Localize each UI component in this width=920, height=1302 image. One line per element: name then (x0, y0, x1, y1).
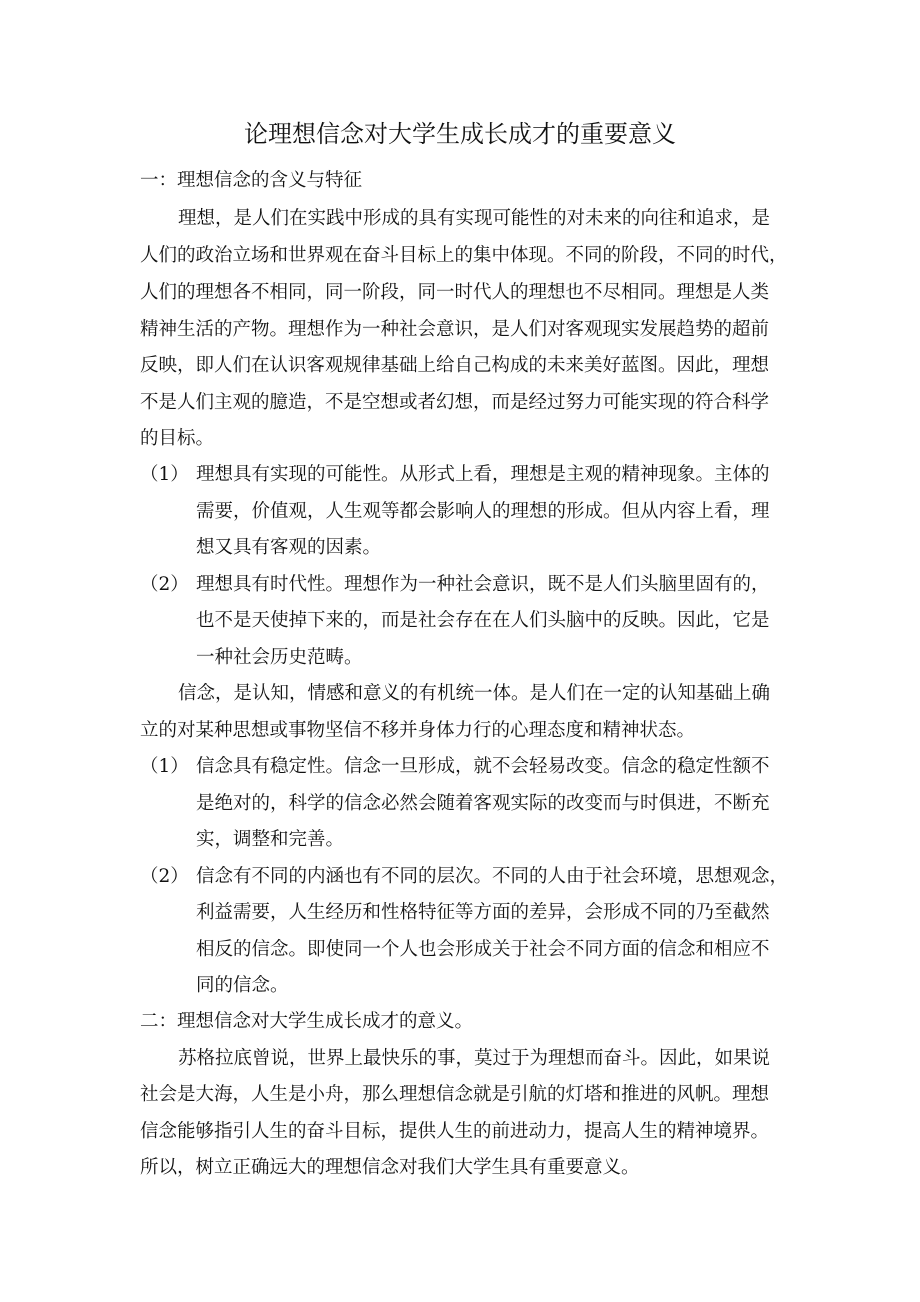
paragraph-line: 理想，是人们在实践中形成的具有实现可能性的对未来的向往和追求，是 (178, 208, 771, 229)
paragraph-line: 人们的理想各不相同，同一阶段，同一时代人的理想也不尽相同。理想是人类 (140, 282, 770, 303)
list-item-line: 信念有不同的内涵也有不同的层次。不同的人由于社会环境，思想观念， (196, 866, 789, 887)
list-item-line: 信念具有稳定性。信念一旦形成，就不会轻易改变。信念的稳定性额不 (196, 756, 770, 777)
list-item-number: （1） (140, 756, 189, 777)
list-item-line: 利益需要，人生经历和性格特征等方面的差异，会形成不同的乃至截然 (196, 902, 770, 923)
list-item-line: 理想具有时代性。理想作为一种社会意识，既不是人们头脑里固有的， (196, 574, 770, 595)
list-item-line: 是绝对的，科学的信念必然会随着客观实际的改变而与时俱进，不断充 (196, 793, 770, 814)
list-item-line: 想又具有客观的因素。 (196, 537, 382, 558)
list-item-line: 一种社会历史范畴。 (196, 647, 363, 668)
list-item-line: 理想具有实现的可能性。从形式上看，理想是主观的精神现象。主体的 (196, 464, 770, 485)
list-item-line: 相反的信念。即使同一个人也会形成关于社会不同方面的信念和相应不 (196, 939, 770, 960)
list-item-number: （2） (140, 574, 189, 595)
paragraph-line: 所以，树立正确远大的理想信念对我们大学生具有重要意义。 (140, 1157, 640, 1178)
list-item-number: （1） (140, 464, 189, 485)
list-item-number: （2） (140, 866, 189, 887)
list-item-line: 也不是天使掉下来的，而是社会存在在人们头脑中的反映。因此，它是 (196, 610, 770, 631)
document-title: 论理想信念对大学生成长成才的重要意义 (244, 120, 676, 148)
paragraph-line: 信念，是认知，情感和意义的有机统一体。是人们在一定的认知基础上确 (178, 683, 771, 704)
paragraph-line: 的目标。 (140, 428, 215, 449)
paragraph-line: 精神生活的产物。理想作为一种社会意识，是人们对客观现实发展趋势的超前 (140, 319, 770, 340)
paragraph-line: 不是人们主观的臆造，不是空想或者幻想，而是经过努力可能实现的符合科学 (140, 392, 770, 413)
list-item-line: 同的信念。 (196, 975, 289, 996)
list-item-line: 需要，价值观，人生观等都会影响人的理想的形成。但从内容上看，理 (196, 501, 770, 522)
paragraph-line: 信念能够指引人生的奋斗目标，提供人生的前进动力，提高人生的精神境界。 (140, 1121, 770, 1142)
list-item-line: 实，调整和完善。 (196, 829, 345, 850)
paragraph-line: 苏格拉底曾说，世界上最快乐的事，莫过于为理想而奋斗。因此，如果说 (178, 1048, 771, 1069)
section-heading-1: 一：理想信念的含义与特征 (140, 170, 363, 191)
section-heading-2: 二：理想信念对大学生成长成才的意义。 (140, 1011, 474, 1032)
paragraph-line: 立的对某种思想或事物坚信不移并身体力行的心理态度和精神状态。 (140, 720, 696, 741)
paragraph-line: 人们的政治立场和世界观在奋斗目标上的集中体现。不同的阶段，不同的时代， (140, 245, 788, 266)
paragraph-line: 反映，即人们在认识客观规律基础上给自己构成的未来美好蓝图。因此，理想 (140, 355, 770, 376)
paragraph-line: 社会是大海，人生是小舟，那么理想信念就是引航的灯塔和推进的风帆。理想 (140, 1084, 770, 1105)
